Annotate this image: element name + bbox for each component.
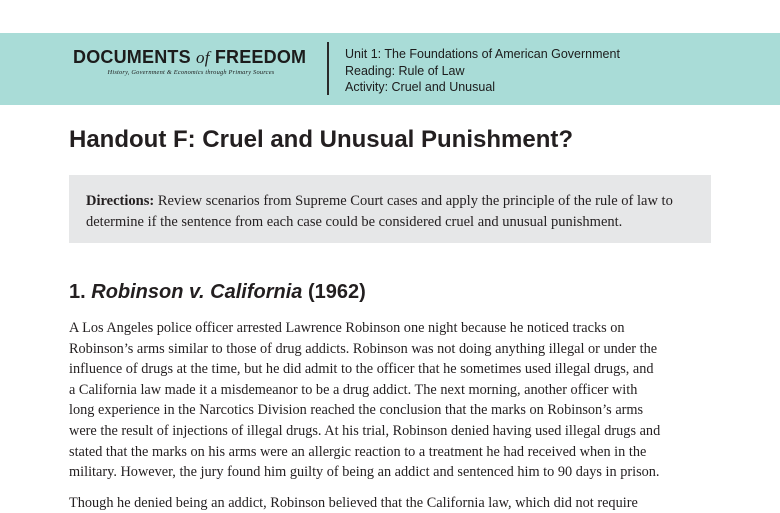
paragraph-line: military. However, the jury found him guilty of being an addict and sentenced him to 90 days in prison.: [69, 464, 660, 481]
brand-word-documents: DOCUMENTS: [73, 47, 196, 67]
brand-word-of: of: [196, 48, 210, 67]
top-margin: [0, 0, 780, 33]
brand-word-freedom: FREEDOM: [209, 47, 307, 67]
paragraph-line: stated that the marks on his arms were an allergic reaction to a treatment he had received when in the: [69, 443, 647, 460]
paragraph-line: influence of drugs at the time, but he did admit to the officer that he sometimes used illegal drugs, and: [69, 361, 654, 378]
brand-title: [73, 47, 311, 68]
brand-logo: [73, 47, 311, 76]
case-year: (1962): [302, 281, 366, 303]
paragraph-line: A Los Angeles police officer arrested Lawrence Robinson one night because he noticed tracks on: [69, 320, 625, 336]
case-narrative: [69, 318, 719, 513]
paragraph-line: a California law made it a misdemeanor to be a drug addict. The next morning, another officer with: [69, 381, 638, 398]
reading-label: Reading: Rule of Law: [345, 63, 465, 78]
section-heading: [69, 281, 366, 304]
paragraph-line: long experience in the Narcotics Division reached the conclusion that the marks on Robinson’s arms: [69, 402, 644, 419]
directions-label: Directions:: [86, 193, 155, 209]
header-divider: [327, 42, 329, 95]
unit-info: [345, 46, 620, 96]
paragraph-line: Though he denied being an addict, Robinson believed that the California law, which did not require: [69, 494, 638, 511]
unit-label: Unit 1: The Foundations of American Government: [345, 47, 620, 61]
paragraph-line: were the result of injections of illegal drugs. At his trial, Robinson denied having used illegal drugs and: [69, 422, 661, 439]
directions-body: Review scenarios from Supreme Court cases and apply the principle of the rule of law to determine if the sentence from each case could be considered cruel and unusual punishment.: [86, 193, 673, 230]
case-name: Robinson v. California: [91, 281, 303, 303]
paragraph-line: Robinson’s arms similar to those of drug addicts. Robinson was not doing anything illegal or under the: [69, 340, 658, 357]
section-number: 1.: [69, 281, 92, 303]
activity-label: Activity: Cruel and Unusual: [345, 80, 496, 94]
page-title: Handout F: Cruel and Unusual Punishment?: [69, 126, 573, 153]
page-header: [0, 33, 780, 105]
directions-text: [69, 175, 711, 233]
directions-box: [69, 175, 711, 243]
brand-tagline: History, Government & Economics through Primary Sources: [107, 69, 275, 76]
